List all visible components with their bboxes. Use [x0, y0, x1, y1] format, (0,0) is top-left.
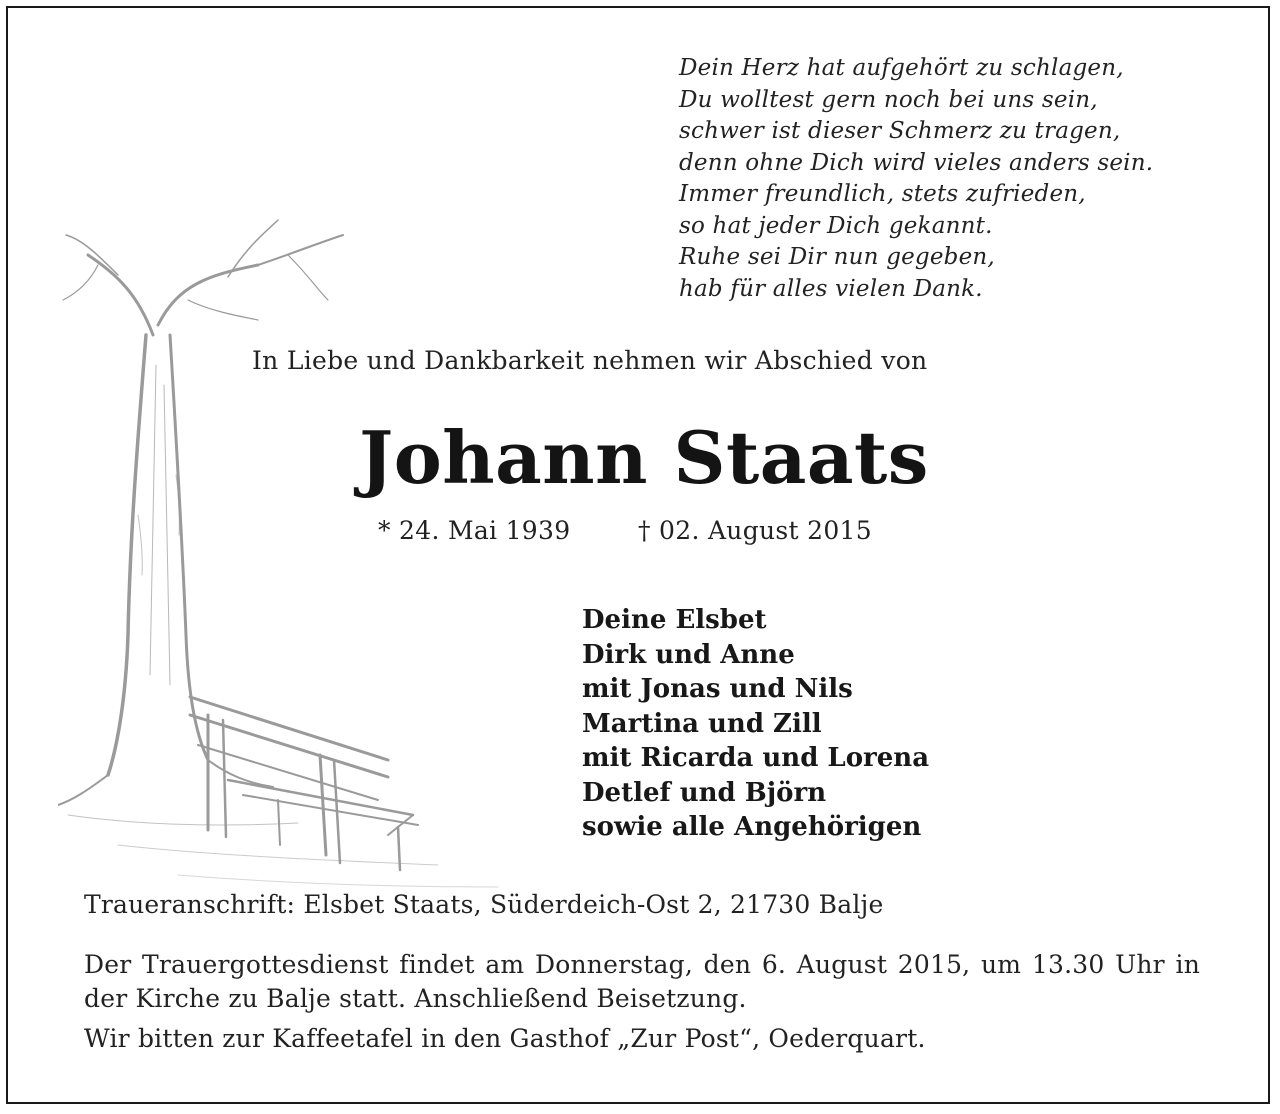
mourner-entry: mit Ricarda und Lorena — [582, 743, 930, 773]
mourner-entry: sowie alle Angehörigen — [582, 812, 922, 842]
coffee-reception-notice: Wir bitten zur Kaffeetafel in den Gasthof „Zur Post“, Oederquart. — [84, 1024, 926, 1053]
farewell-intro: In Liebe und Dankbarkeit nehmen wir Abschied von — [252, 346, 928, 375]
poem-line: hab für alles vielen Dank. — [679, 275, 983, 302]
poem-line: Immer freundlich, stets zufrieden, — [679, 181, 1086, 207]
tree-and-bench-illustration — [58, 215, 528, 895]
poem-line: Ruhe sei Dir nun gegeben, — [679, 244, 995, 270]
memorial-poem — [679, 53, 1153, 305]
mourning-address: Traueranschrift: Elsbet Staats, Süderdeich-Ost 2, 21730 Balje — [84, 890, 884, 919]
birth-date: * 24. Mai 1939 — [378, 516, 571, 545]
death-date: † 02. August 2015 — [638, 516, 872, 545]
mourner-entry: mit Jonas und Nils — [582, 674, 853, 704]
mourner-entry: Martina und Zill — [582, 708, 822, 739]
mourner-entry: Deine Elsbet — [582, 605, 767, 635]
poem-line: Du wolltest gern noch bei uns sein, — [679, 86, 1098, 113]
funeral-service-notice: Der Trauergottesdienst findet am Donnerstag, den 6. August 2015, um 13.30 Uhr in der Kirche zu Balje statt. Anschließend Beisetzung. — [84, 950, 1200, 1013]
poem-line: so hat jeder Dich gekannt. — [679, 212, 993, 239]
mourner-entry: Detlef und Björn — [582, 777, 827, 808]
poem-line: denn ohne Dich wird vieles anders sein. — [679, 149, 1154, 176]
deceased-name-block — [0, 415, 1280, 500]
mourners-list — [582, 603, 929, 845]
poem-line: schwer ist dieser Schmerz zu tragen, — [679, 118, 1121, 144]
deceased-name: Johann Staats — [359, 415, 929, 500]
poem-line: Dein Herz hat aufgehört zu schlagen, — [679, 55, 1124, 81]
mourner-entry: Dirk und Anne — [582, 639, 795, 670]
